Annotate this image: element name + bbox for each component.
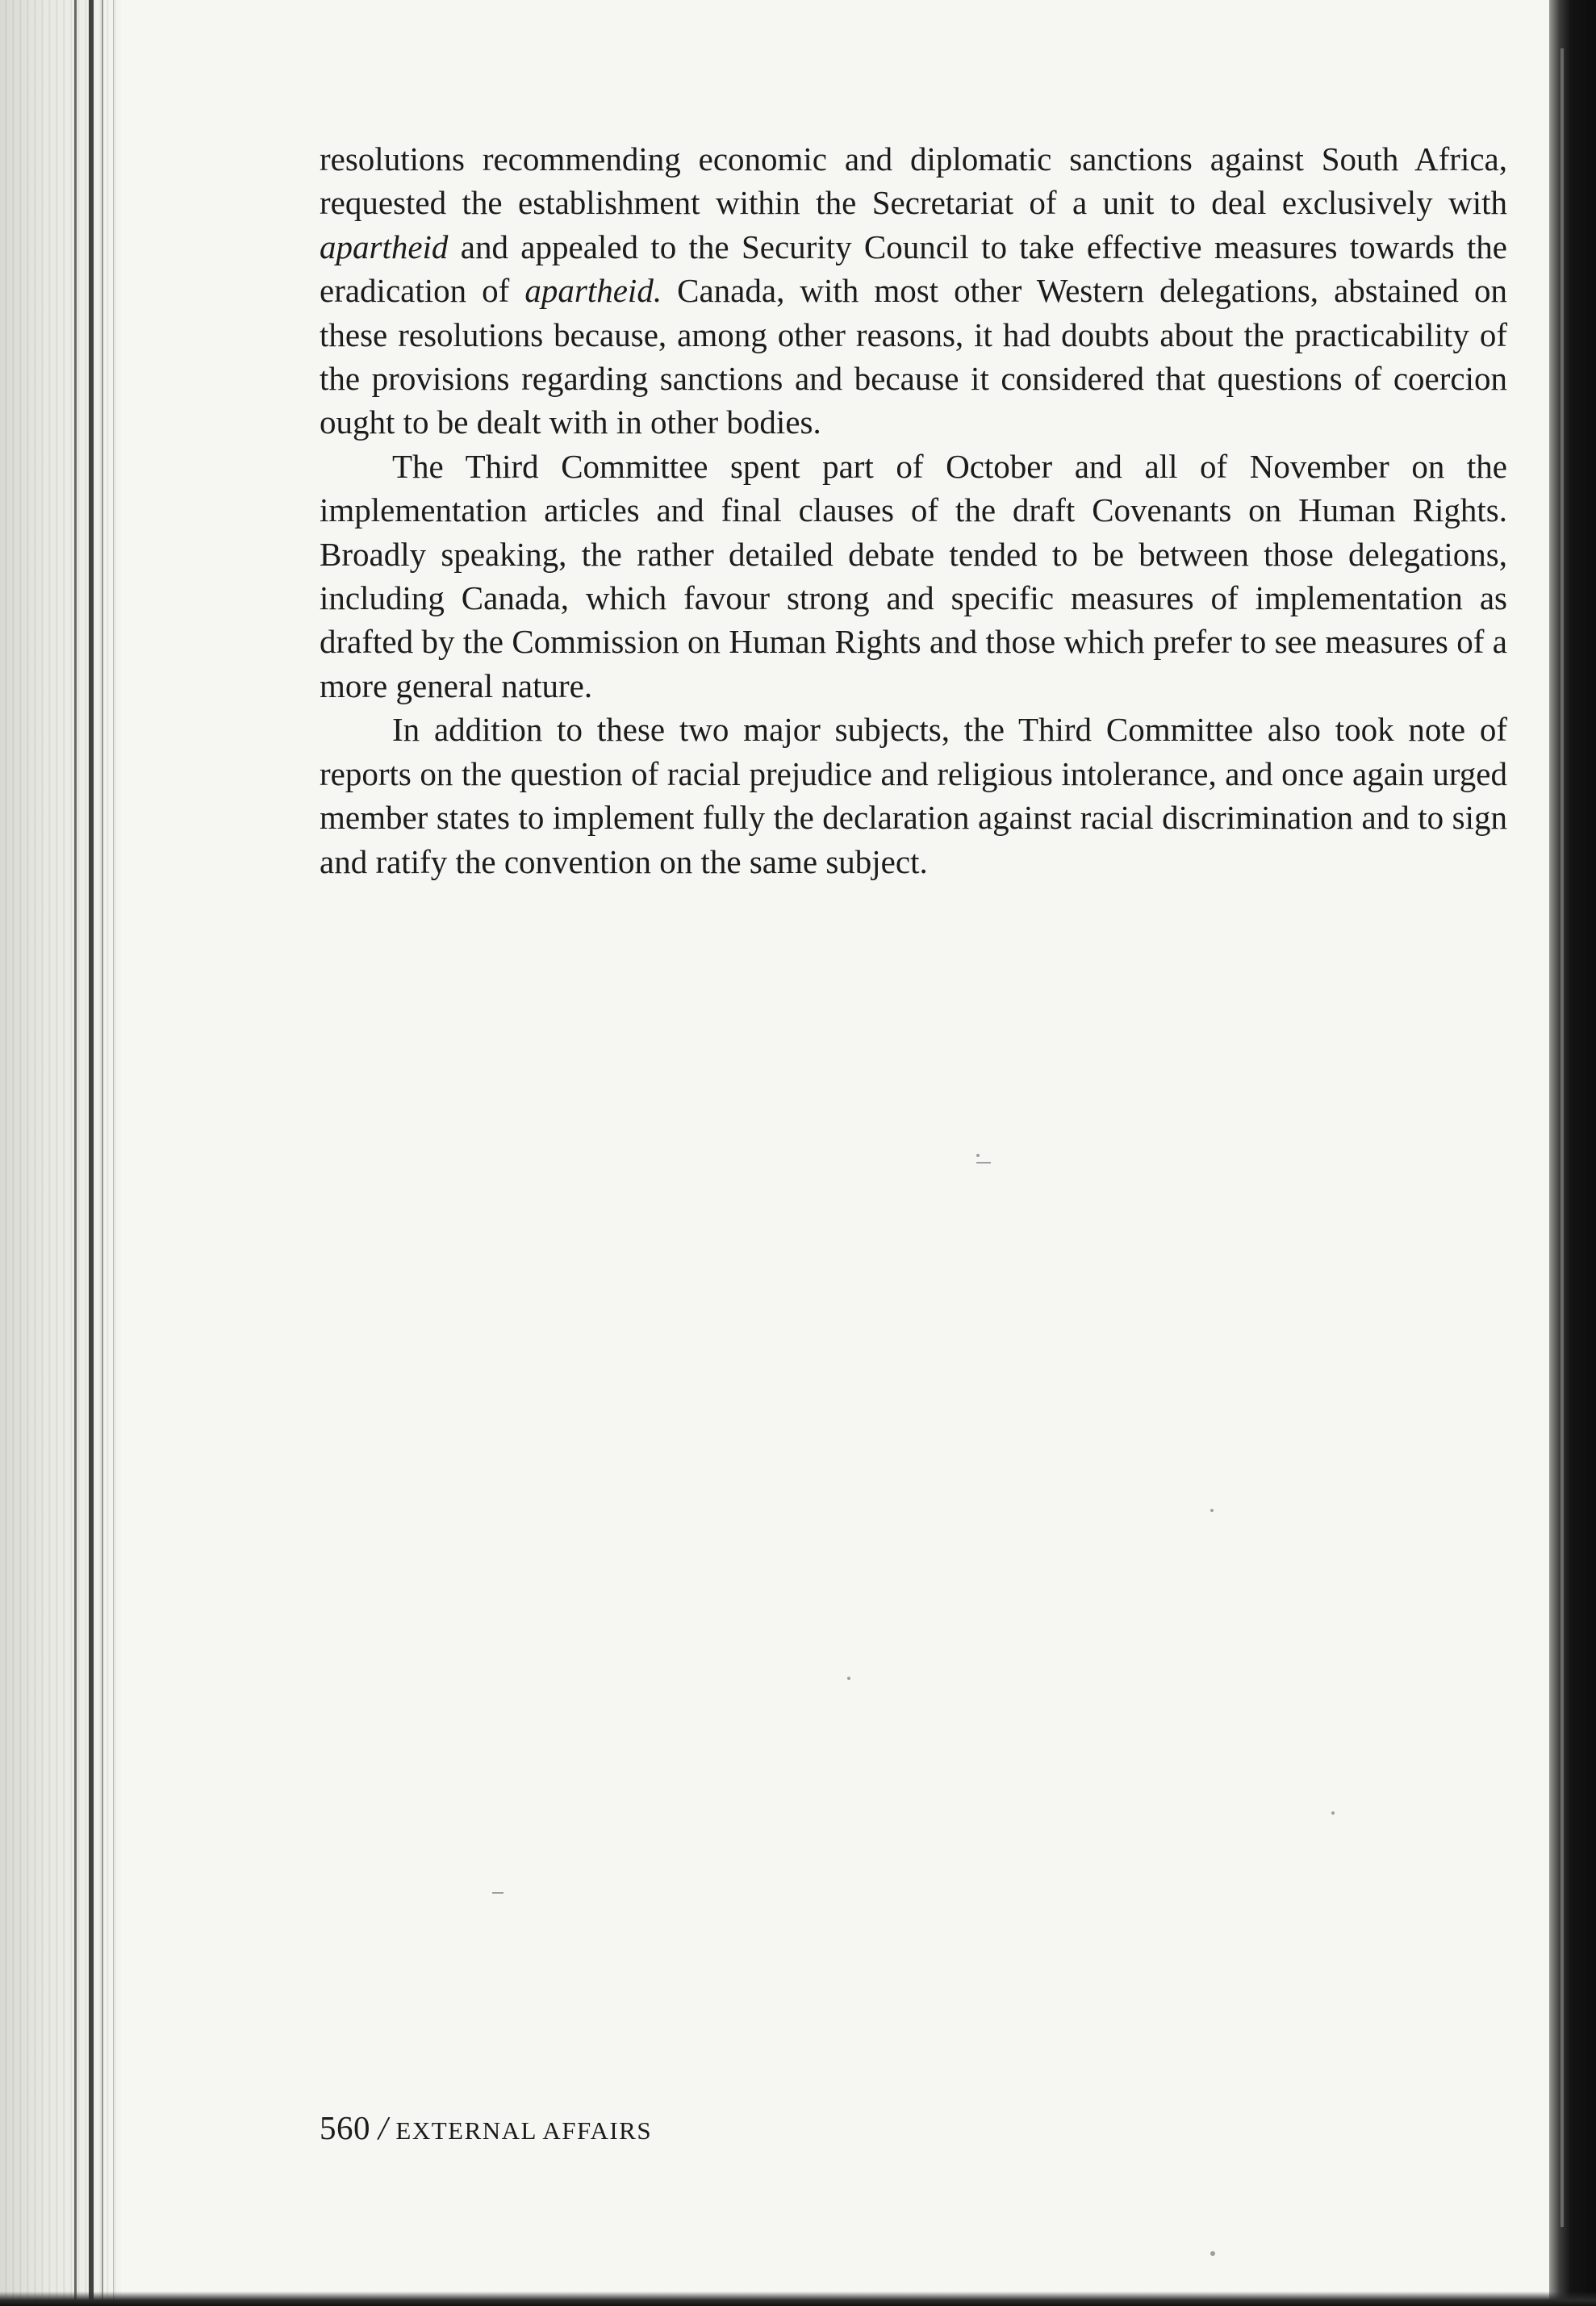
page-edge-right (1549, 0, 1596, 2306)
scan-speck (492, 1892, 503, 1894)
paragraph (320, 445, 1507, 708)
binding-line (113, 0, 114, 2306)
italic-run: apartheid (320, 228, 449, 265)
paragraph (320, 137, 1507, 445)
page-footer (320, 2108, 652, 2151)
page-edge-bottom (0, 2291, 1596, 2306)
binding-line (89, 0, 94, 2306)
scan-speck (1331, 1811, 1335, 1815)
text-run: Canada, with most other Western delegations, abstained on these resolutions because, among other reasons, it had doubts about the practicability of the provisions regarding sanctions and because it considered that questions of coercion ought to be dealt with in other bodies. (320, 272, 1507, 441)
binding-gutter (0, 0, 121, 2306)
text-run: The Third Committee spent part of October and all of November on the implementation articles and final clauses of the draft Covenants on Human Rights. Broadly speaking, the rather detailed debate tended to be between those delegations, including Canada, which favour strong and specific measures of implementation as drafted by the Commission on Human Rights and those which prefer to see measures of a more general nature. (320, 447, 1507, 704)
text-run: and appealed to the Security Council to take effective measures towards the eradication of (320, 228, 1507, 310)
italic-run: apartheid. (524, 272, 662, 310)
body-text (320, 137, 1507, 884)
text-run: In addition to these two major subjects, the Third Committee also took note of reports on the question of racial prejudice and religious intolerance, and once again urged member states to implement fully the declaration against racial discrimination and to sign and ratify the convention on the same subject. (320, 711, 1507, 880)
scan-speck (976, 1162, 991, 1163)
footer-separator: / (378, 2109, 388, 2146)
scan-speck (976, 1154, 980, 1157)
binding-line (74, 0, 77, 2306)
journal-title: EXTERNAL AFFAIRS (395, 2116, 653, 2145)
binding-line (102, 0, 103, 2306)
scan-speck (1210, 1509, 1214, 1512)
scan-speck (847, 1677, 850, 1680)
paragraph (320, 708, 1507, 884)
scan-speck (1210, 2251, 1215, 2256)
page-edge-highlight (1560, 48, 1564, 2227)
page-number: 560 (320, 2109, 370, 2146)
text-run: resolutions recommending economic and diplomatic sanctions against South Africa, requested the establishment within the Secretariat of a unit to deal exclusively with (320, 140, 1507, 222)
